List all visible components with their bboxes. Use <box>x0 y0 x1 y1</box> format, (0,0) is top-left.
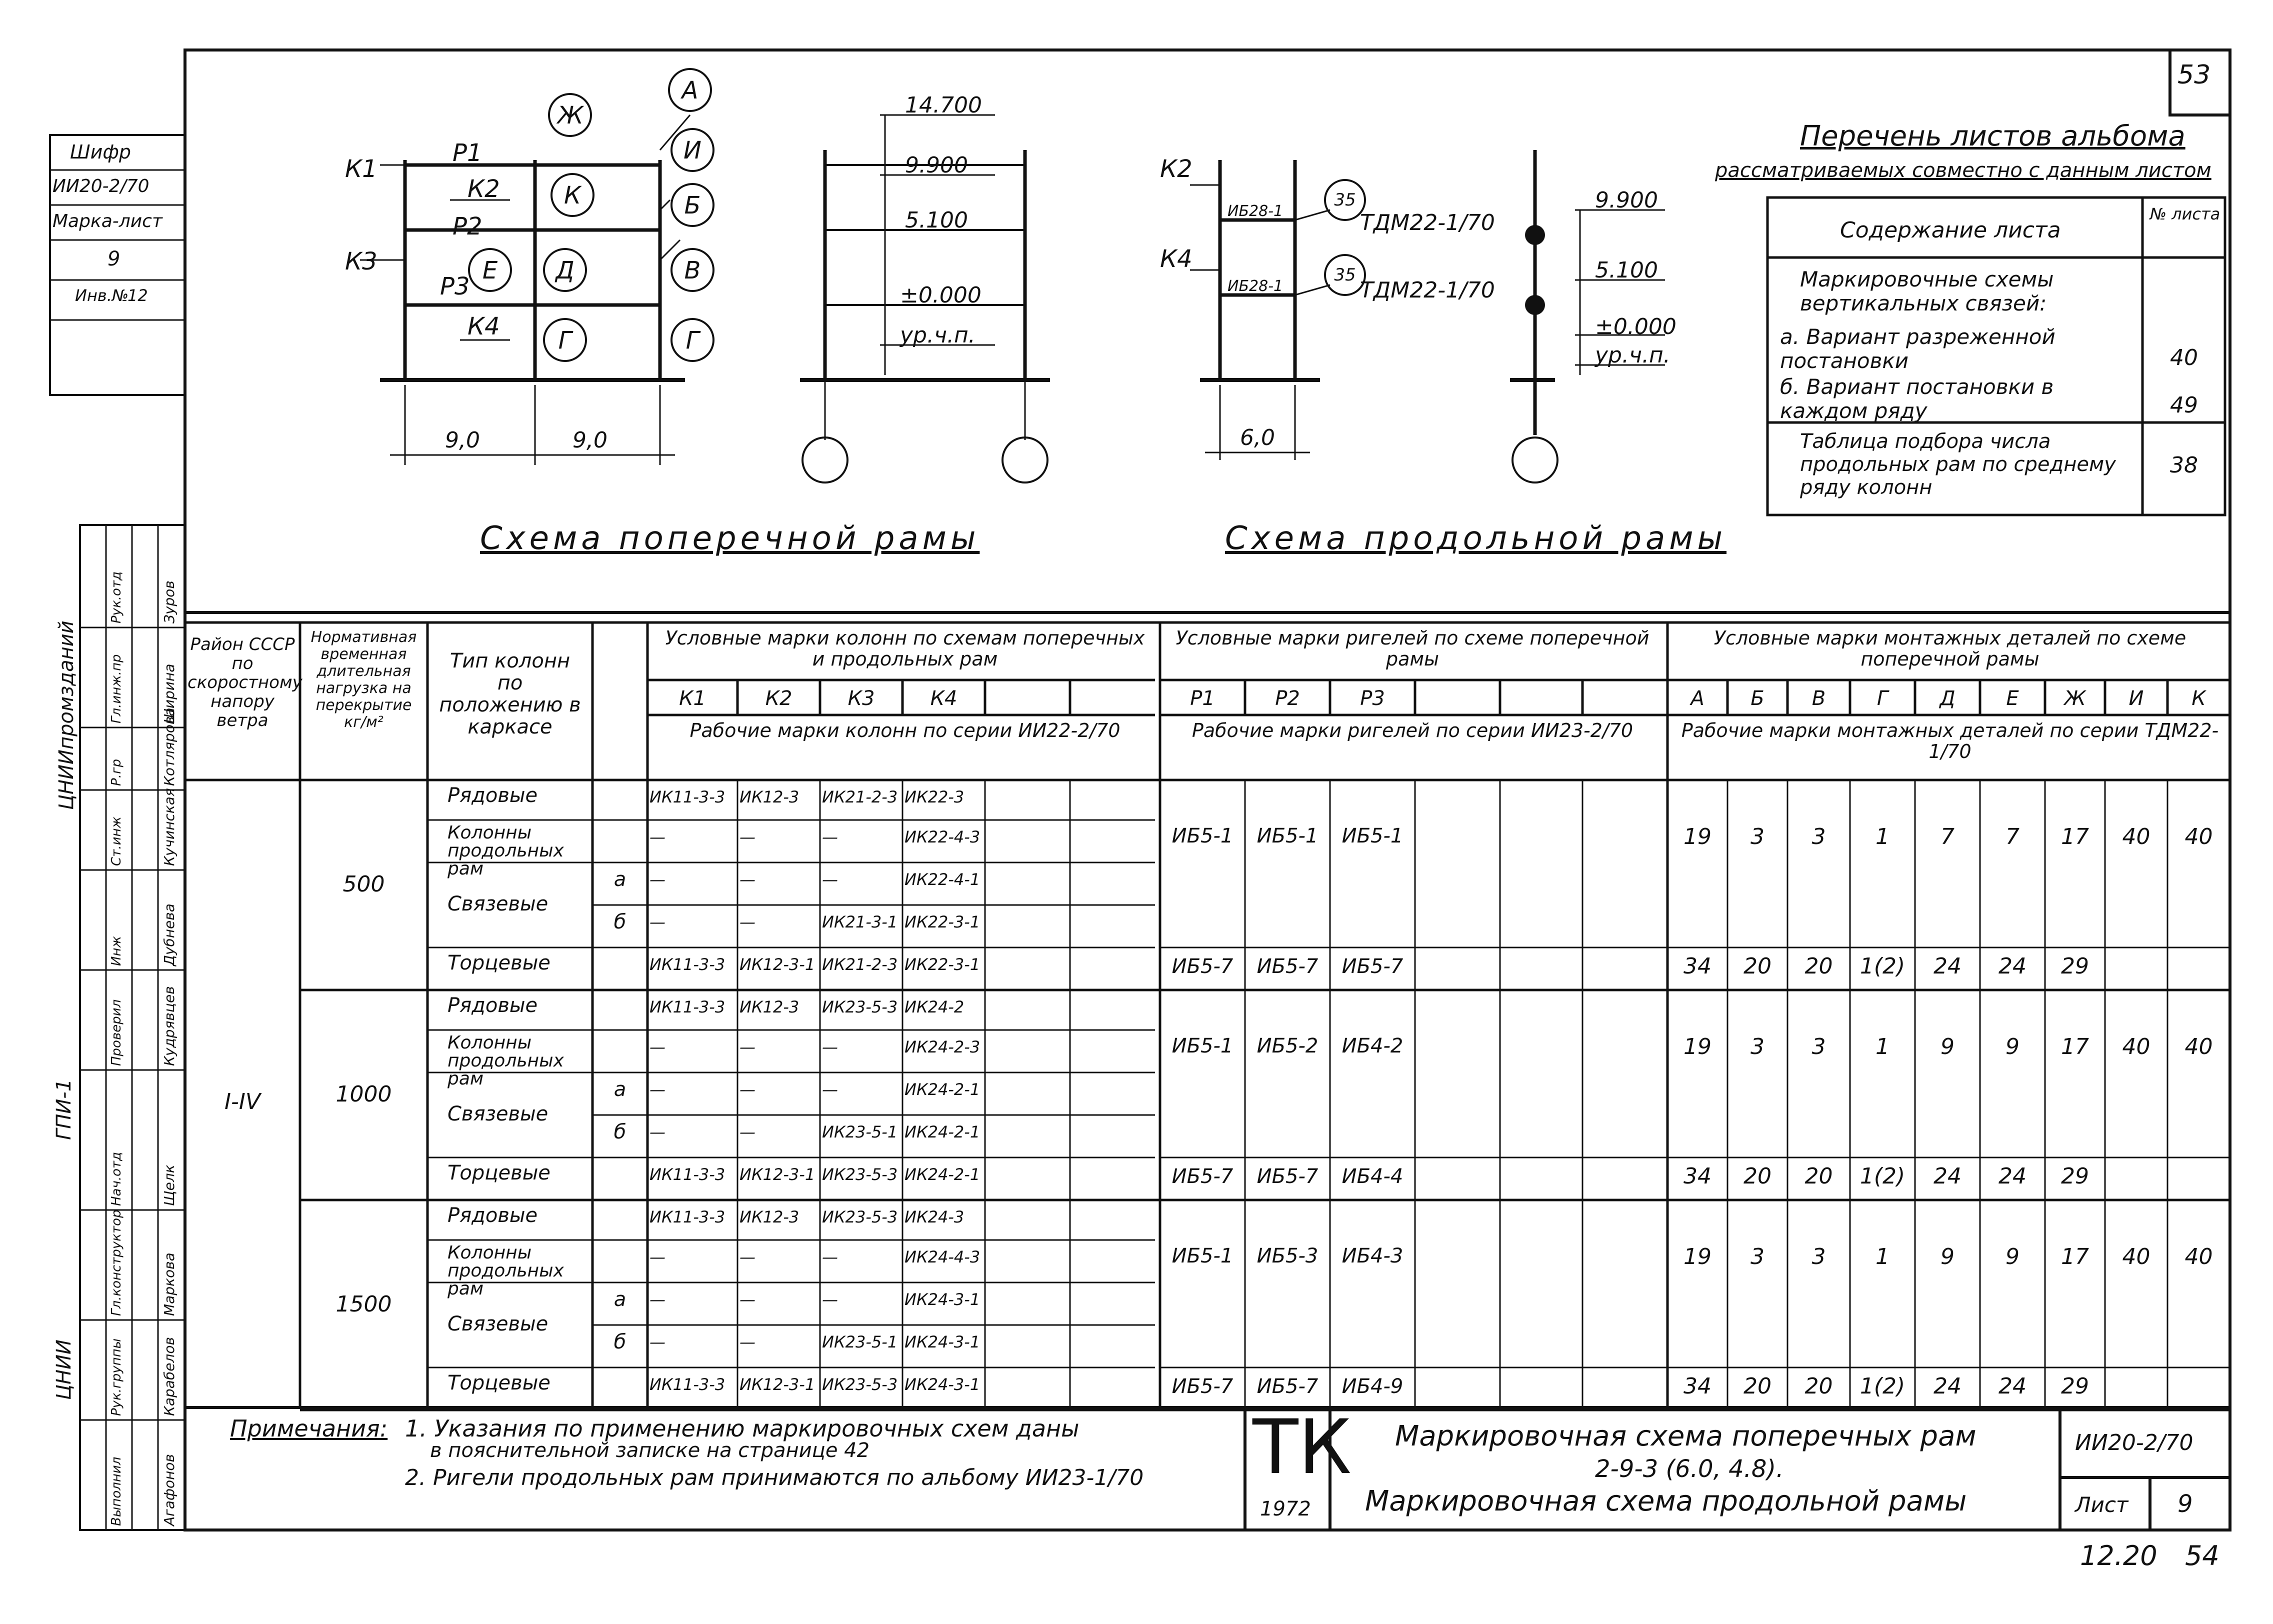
detail-cell: 1 <box>1876 1244 1890 1270</box>
column-mark-cell: ИК24-2-1 <box>904 1080 980 1099</box>
load-value: 500 <box>342 872 385 897</box>
detail-cell: 40 <box>2184 824 2213 850</box>
beam-cell: ИБ5-1 <box>1342 824 1404 848</box>
column-mark-cell: — <box>822 1080 838 1099</box>
stamp-role: Проверил <box>109 999 124 1066</box>
column-mark-cell: — <box>650 1332 666 1352</box>
header-beams: Условные марки ригелей по схеме поперечной рамы <box>1176 627 1650 670</box>
detail-cell: 3 <box>1750 1034 1764 1060</box>
title-1: Маркировочная схема поперечных рам <box>1395 1420 1976 1452</box>
column-mark-cell: ИК24-2-3 <box>904 1038 980 1056</box>
beam-cell: ИБ5-1 <box>1256 824 1318 848</box>
beam-end-cell: ИБ5-7 <box>1172 1165 1234 1188</box>
column-type: Колонны продольных рам <box>448 1032 564 1089</box>
stamp-name: Кудрявцев <box>161 986 178 1066</box>
column-mark-cell: — <box>650 828 666 846</box>
tk-year: 1972 <box>1260 1498 1311 1520</box>
column-type: Торцевые <box>448 952 550 974</box>
column-mark-cell: — <box>650 1248 666 1266</box>
detail-cell: 9 <box>1940 1244 1954 1270</box>
column-mark-cell: ИК12-3-1 <box>740 955 816 974</box>
stamp-inv-label: Инв.№ <box>75 286 129 305</box>
circle-k: К <box>564 182 582 210</box>
column-mark-cell: ИК23-5-1 <box>822 1122 898 1142</box>
long-node-1: 35 <box>1334 190 1356 210</box>
detail-end-cell: 24 <box>1998 954 2026 979</box>
stamp-role: Нач.отд <box>109 1152 124 1206</box>
detail-cell: 7 <box>2006 824 2020 850</box>
detail-cell: 9 <box>2006 1244 2020 1270</box>
beam-cell: ИБ5-2 <box>1256 1034 1318 1058</box>
column-mark-cell: ИК22-3 <box>904 788 964 806</box>
column-mark-cell: ИК22-4-3 <box>904 828 980 846</box>
stamp-name: Зуров <box>161 580 178 624</box>
label-p1: Р1 <box>452 139 482 167</box>
long-level-5100: 5.100 <box>1595 258 1658 283</box>
long-span: 6,0 <box>1240 425 1275 450</box>
region-value: I-IV <box>224 1089 260 1114</box>
column-mark-cell: ИК24-3-1 <box>904 1332 980 1352</box>
column-mark-cell: — <box>650 912 666 932</box>
stamp-name: Котлярова <box>161 708 178 786</box>
column-mark-cell: — <box>822 870 838 889</box>
detail-end-cell: 1(2) <box>1860 1164 1906 1189</box>
stamp-role: Рук.группы <box>109 1338 124 1416</box>
level-0000: ±0.000 <box>900 282 982 308</box>
detail-cell: 40 <box>2184 1244 2213 1270</box>
column-mark-cell: ИК12-3-1 <box>740 1375 816 1394</box>
header-load: Нормативная временная длительная нагрузка на перекрытие кг/м² <box>310 628 417 731</box>
column-sub: а <box>614 868 626 891</box>
sheets-row-0: Маркировочные схемы вертикальных связей: <box>1800 267 2054 316</box>
detail-cell: 1 <box>1876 1034 1890 1060</box>
detail-cell: 40 <box>2122 1034 2150 1060</box>
column-mark-cell: ИК21-2-3 <box>822 955 898 974</box>
detail-end-cell: 34 <box>1684 1164 1712 1189</box>
detail-end-cell: 29 <box>2061 1164 2089 1189</box>
beam-cell: ИБ5-3 <box>1256 1244 1318 1268</box>
detail-cell: 19 <box>1684 1034 1712 1060</box>
level-5100: 5.100 <box>905 208 968 233</box>
stamp-role: Гл.конструктор <box>109 1210 124 1316</box>
circle-b: Б <box>684 192 701 220</box>
col-mark: К1 <box>679 687 706 710</box>
column-mark-cell: ИК22-3-1 <box>904 912 980 932</box>
stamp-role: Ст.инж <box>109 816 124 866</box>
column-mark-cell: ИК23-5-3 <box>822 1375 898 1394</box>
stamp-name: Щелк <box>161 1164 178 1206</box>
column-mark-cell: ИК24-2-1 <box>904 1165 980 1184</box>
label-k4: К4 <box>468 312 500 340</box>
column-mark-cell: ИК23-5-1 <box>822 1332 898 1352</box>
long-beam-1: ИБ28-1 <box>1228 202 1284 220</box>
column-sub: б <box>614 1330 626 1354</box>
header-beams-series: Рабочие марки ригелей по серии ИИ23-2/70 <box>1192 720 1634 742</box>
beam-end-cell: ИБ5-7 <box>1172 1375 1234 1398</box>
column-mark-cell: ИК21-2-3 <box>822 788 898 806</box>
page-number: 53 <box>2178 60 2211 90</box>
detail-mark: К <box>2192 687 2206 710</box>
transverse-frame-scheme <box>360 69 714 465</box>
label-k2: К2 <box>468 175 500 203</box>
column-type: Рядовые <box>448 994 538 1017</box>
column-type: Связевые <box>448 1102 548 1126</box>
column-mark-cell: ИК11-3-3 <box>650 1208 726 1226</box>
sheets-row-3-no: 38 <box>2170 452 2198 478</box>
column-type: Связевые <box>448 1312 548 1336</box>
detail-end-cell: 24 <box>1934 1374 1962 1399</box>
detail-cell: 3 <box>1750 824 1764 850</box>
detail-cell: 9 <box>1940 1034 1954 1060</box>
column-mark-cell: — <box>650 870 666 889</box>
column-type: Колонны продольных рам <box>448 1242 564 1299</box>
beam-mark: Р1 <box>1190 687 1215 710</box>
detail-mark: И <box>2128 687 2144 710</box>
circle-i: И <box>684 136 702 164</box>
header-details: Условные марки монтажных деталей по схеме поперечной рамы <box>1714 627 2186 670</box>
column-mark-cell: — <box>740 1122 756 1142</box>
circle-d: Д <box>556 256 574 284</box>
detail-cell: 3 <box>1812 824 1826 850</box>
bottom-page: 54 <box>2185 1540 2220 1572</box>
column-mark-cell: — <box>650 1038 666 1056</box>
column-mark-cell: ИК11-3-3 <box>650 1165 726 1184</box>
detail-cell: 7 <box>1940 824 1954 850</box>
sheets-row-1-no: 40 <box>2170 345 2198 370</box>
stamp-role: Р.гр <box>109 758 124 786</box>
column-mark-cell: — <box>822 1290 838 1309</box>
detail-end-cell: 1(2) <box>1860 954 1906 979</box>
label-p3: Р3 <box>440 272 470 300</box>
long-level-ground: ур.ч.п. <box>1595 342 1670 368</box>
circle-g2: Г <box>686 326 700 354</box>
detail-end-cell: 29 <box>2061 954 2089 979</box>
beam-end-cell: ИБ5-7 <box>1256 955 1318 978</box>
detail-mark: В <box>1812 687 1826 710</box>
sheets-row-1: а. Вариант разреженной постановки <box>1780 324 2056 373</box>
column-sub: а <box>614 1288 626 1311</box>
column-mark-cell: ИК11-3-3 <box>650 955 726 974</box>
stamp-mark-sheet-value: 9 <box>108 248 120 270</box>
level-ground: ур.ч.п. <box>900 322 976 348</box>
header-cols: Условные марки колонн по схемам поперечных и продольных рам <box>665 627 1145 670</box>
col-mark: К2 <box>765 687 792 710</box>
column-mark-cell: ИК22-3-1 <box>904 955 980 974</box>
column-mark-cell: ИК24-2 <box>904 998 964 1016</box>
column-type: Торцевые <box>448 1372 550 1394</box>
long-node-2: 35 <box>1334 265 1356 285</box>
column-mark-cell: ИК22-4-1 <box>904 870 980 889</box>
col-mark: К4 <box>930 687 958 710</box>
stamp-role: Гл.инж.пр <box>109 654 124 724</box>
detail-mark: Г <box>1876 687 1888 710</box>
detail-end-cell: 24 <box>1998 1374 2026 1399</box>
beam-end-cell: ИБ5-7 <box>1256 1375 1318 1398</box>
beam-mark: Р3 <box>1360 687 1385 710</box>
column-mark-cell: — <box>740 1038 756 1056</box>
sheets-row-3: Таблица подбора числа продольных рам по среднему ряду колонн <box>1800 430 2116 499</box>
detail-cell: 9 <box>2006 1034 2020 1060</box>
detail-mark: Е <box>2006 687 2019 710</box>
detail-cell: 40 <box>2184 1034 2213 1060</box>
col-mark: К3 <box>848 687 875 710</box>
column-mark-cell: ИК12-3 <box>740 1208 800 1226</box>
column-mark-cell: — <box>740 1290 756 1309</box>
column-sub: б <box>614 910 626 934</box>
beam-end-cell: ИБ5-7 <box>1342 955 1404 978</box>
detail-cell: 17 <box>2061 1244 2089 1270</box>
detail-end-cell: 20 <box>1804 1164 1833 1189</box>
column-mark-cell: — <box>650 1290 666 1309</box>
label-p2: Р2 <box>452 212 482 240</box>
column-sub: б <box>614 1120 626 1144</box>
beam-mark: Р2 <box>1275 687 1300 710</box>
detail-end-cell: 34 <box>1684 1374 1712 1399</box>
column-mark-cell: — <box>740 1248 756 1266</box>
detail-mark: Ж <box>2064 687 2086 710</box>
column-mark-cell: ИК21-3-1 <box>822 912 898 932</box>
span-1: 9,0 <box>445 428 480 453</box>
column-mark-cell: ИК24-2-1 <box>904 1122 980 1142</box>
detail-end-cell: 34 <box>1684 954 1712 979</box>
beam-end-cell: ИБ4-4 <box>1342 1165 1404 1188</box>
stamp-name: Карабелов <box>161 1337 178 1416</box>
long-level-9900: 9.900 <box>1595 188 1658 213</box>
column-mark-cell: ИК23-5-3 <box>822 1208 898 1226</box>
stamp-role: Инж <box>109 936 124 966</box>
detail-end-cell: 24 <box>1934 954 1962 979</box>
sheet-no: 9 <box>2178 1490 2193 1518</box>
column-mark-cell: — <box>822 1038 838 1056</box>
column-mark-cell: ИК23-5-3 <box>822 1165 898 1184</box>
beam-end-cell: ИБ5-7 <box>1256 1165 1318 1188</box>
column-type: Торцевые <box>448 1162 550 1184</box>
long-detail-2: ТДМ22-1/70 <box>1360 278 1495 303</box>
column-mark-cell: ИК11-3-3 <box>650 788 726 806</box>
column-mark-cell: — <box>822 828 838 846</box>
level-9900: 9.900 <box>905 152 968 178</box>
series-code: ИИ20-2/70 <box>2075 1430 2194 1456</box>
circle-g: Г <box>558 326 572 354</box>
beam-cell: ИБ4-2 <box>1342 1034 1404 1058</box>
column-mark-cell: — <box>740 1332 756 1352</box>
detail-cell: 19 <box>1684 824 1712 850</box>
column-mark-cell: — <box>740 870 756 889</box>
note-2: 2. Ригели продольных рам принимаются по альбому ИИ23-1/70 <box>405 1465 1144 1490</box>
beam-cell: ИБ4-3 <box>1342 1244 1404 1268</box>
bottom-ref: 12.20 <box>2080 1540 2158 1572</box>
beam-cell: ИБ5-1 <box>1172 824 1234 848</box>
detail-cell: 40 <box>2122 1244 2150 1270</box>
column-mark-cell: — <box>650 1080 666 1099</box>
column-mark-cell: — <box>822 1248 838 1266</box>
circle-zh: Ж <box>558 102 584 130</box>
detail-end-cell: 20 <box>1744 1374 1772 1399</box>
note-1a: 1. Указания по применению маркировочных схем даны <box>405 1415 1080 1442</box>
detail-end-cell: 29 <box>2061 1374 2089 1399</box>
column-mark-cell: ИК11-3-3 <box>650 1375 726 1394</box>
column-mark-cell: — <box>650 1122 666 1142</box>
beam-end-cell: ИБ4-9 <box>1342 1375 1404 1398</box>
column-type: Рядовые <box>448 1204 538 1227</box>
column-mark-cell: ИК12-3 <box>740 788 800 806</box>
circle-a: А <box>682 76 698 104</box>
detail-cell: 19 <box>1684 1244 1712 1270</box>
sheets-list-title: Перечень листов альбома <box>1800 120 2186 152</box>
stamp-mark-sheet-label: Марка-лист <box>52 211 162 232</box>
detail-end-cell: 20 <box>1744 1164 1772 1189</box>
load-value: 1500 <box>336 1292 392 1317</box>
column-mark-cell: — <box>740 1080 756 1099</box>
caption-transverse: Схема поперечной рамы <box>480 520 980 557</box>
title-2: 2-9-3 (6.0, 4.8). <box>1595 1455 1784 1483</box>
column-type: Рядовые <box>448 784 538 807</box>
column-mark-cell: ИК23-5-3 <box>822 998 898 1016</box>
column-mark-cell: ИК11-3-3 <box>650 998 726 1016</box>
long-beam-2: ИБ28-1 <box>1228 278 1284 295</box>
stamp-org: ЦНИИпромзданий <box>55 620 78 810</box>
column-type: Колонны продольных рам <box>448 822 564 879</box>
stamp-name: Кучинская <box>161 788 178 866</box>
column-mark-cell: ИК24-3-1 <box>904 1375 980 1394</box>
detail-end-cell: 24 <box>1934 1164 1962 1189</box>
stamp-name: Маркова <box>161 1252 178 1316</box>
detail-cell: 17 <box>2061 824 2089 850</box>
stamp-tci: ЦНИИ <box>52 1340 76 1400</box>
stamp-name: Агафонов <box>161 1454 178 1526</box>
detail-end-cell: 24 <box>1998 1164 2026 1189</box>
column-mark-cell: — <box>740 828 756 846</box>
stamp-role: Рук.отд <box>109 571 124 624</box>
column-type: Связевые <box>448 892 548 916</box>
stamp-name: Ширина <box>161 664 178 724</box>
stamp-role: Выполнил <box>109 1456 124 1526</box>
sheets-row-2: б. Вариант постановки в каждом ряду <box>1780 374 2054 423</box>
label-k1: К1 <box>345 155 378 183</box>
column-sub: а <box>614 1078 626 1101</box>
detail-cell: 3 <box>1812 1244 1826 1270</box>
column-mark-cell: ИК24-3-1 <box>904 1290 980 1309</box>
detail-mark: А <box>1690 687 1704 710</box>
circle-e: Е <box>482 256 498 284</box>
notes-label: Примечания: <box>230 1415 388 1442</box>
header-region: Район СССР по скоростному напору ветра <box>188 634 302 730</box>
detail-cell: 3 <box>1750 1244 1764 1270</box>
beam-cell: ИБ5-1 <box>1172 1034 1234 1058</box>
sheets-list-subtitle: рассматриваемых совместно с данным листом <box>1715 159 2212 182</box>
sheets-col-content: Содержание листа <box>1840 218 2061 243</box>
detail-cell: 1 <box>1876 824 1890 850</box>
long-k2: К2 <box>1160 155 1192 183</box>
stamp-cipher-label: Шифр <box>70 141 131 163</box>
beam-end-cell: ИБ5-7 <box>1172 955 1234 978</box>
detail-end-cell: 20 <box>1804 954 1833 979</box>
column-mark-cell: ИК12-3-1 <box>740 1165 816 1184</box>
detail-mark: Д <box>1940 687 1956 710</box>
header-cols-series: Рабочие марки колонн по серии ИИ22-2/70 <box>690 720 1120 742</box>
detail-end-cell: 1(2) <box>1860 1374 1906 1399</box>
sheet-label: Лист <box>2075 1492 2128 1517</box>
stamp-inv-value: 12 <box>128 286 148 305</box>
tk-logo: ТК <box>1252 1404 1352 1491</box>
stamp-cipher-value: ИИ20-2/70 <box>52 176 150 196</box>
detail-end-cell: 20 <box>1744 954 1772 979</box>
header-type: Тип колонн по положению в каркасе <box>439 650 581 738</box>
detail-cell: 3 <box>1812 1034 1826 1060</box>
span-2: 9,0 <box>572 428 608 453</box>
detail-cell: 40 <box>2122 824 2150 850</box>
detail-mark: Б <box>1750 687 1764 710</box>
stamp-name: Дубнева <box>161 904 178 966</box>
header-details-series: Рабочие марки монтажных деталей по серии ТДМ22-1/70 <box>1681 720 2219 762</box>
column-mark-cell: ИК24-3 <box>904 1208 964 1226</box>
level-14700: 14.700 <box>905 92 982 118</box>
column-mark-cell: ИК24-4-3 <box>904 1248 980 1266</box>
column-mark-cell: — <box>740 912 756 932</box>
beam-cell: ИБ5-1 <box>1172 1244 1234 1268</box>
long-k4: К4 <box>1160 245 1192 273</box>
caption-longitudinal: Схема продольной рамы <box>1225 520 1727 557</box>
label-k3: К3 <box>345 248 378 276</box>
title-3: Маркировочная схема продольной рамы <box>1365 1485 1967 1518</box>
stamp-gpi: ГПИ-1 <box>52 1078 76 1140</box>
long-level-0000: ±0.000 <box>1595 314 1676 340</box>
circle-v: В <box>684 256 701 284</box>
detail-cell: 17 <box>2061 1034 2089 1060</box>
detail-end-cell: 20 <box>1804 1374 1833 1399</box>
sheets-col-no: № листа <box>2150 204 2220 224</box>
sheets-row-2-no: 49 <box>2170 392 2198 418</box>
note-1b: в пояснительной записке на странице 42 <box>430 1439 870 1462</box>
load-value: 1000 <box>336 1082 392 1107</box>
column-mark-cell: ИК12-3 <box>740 998 800 1016</box>
long-detail-1: ТДМ22-1/70 <box>1360 210 1495 236</box>
